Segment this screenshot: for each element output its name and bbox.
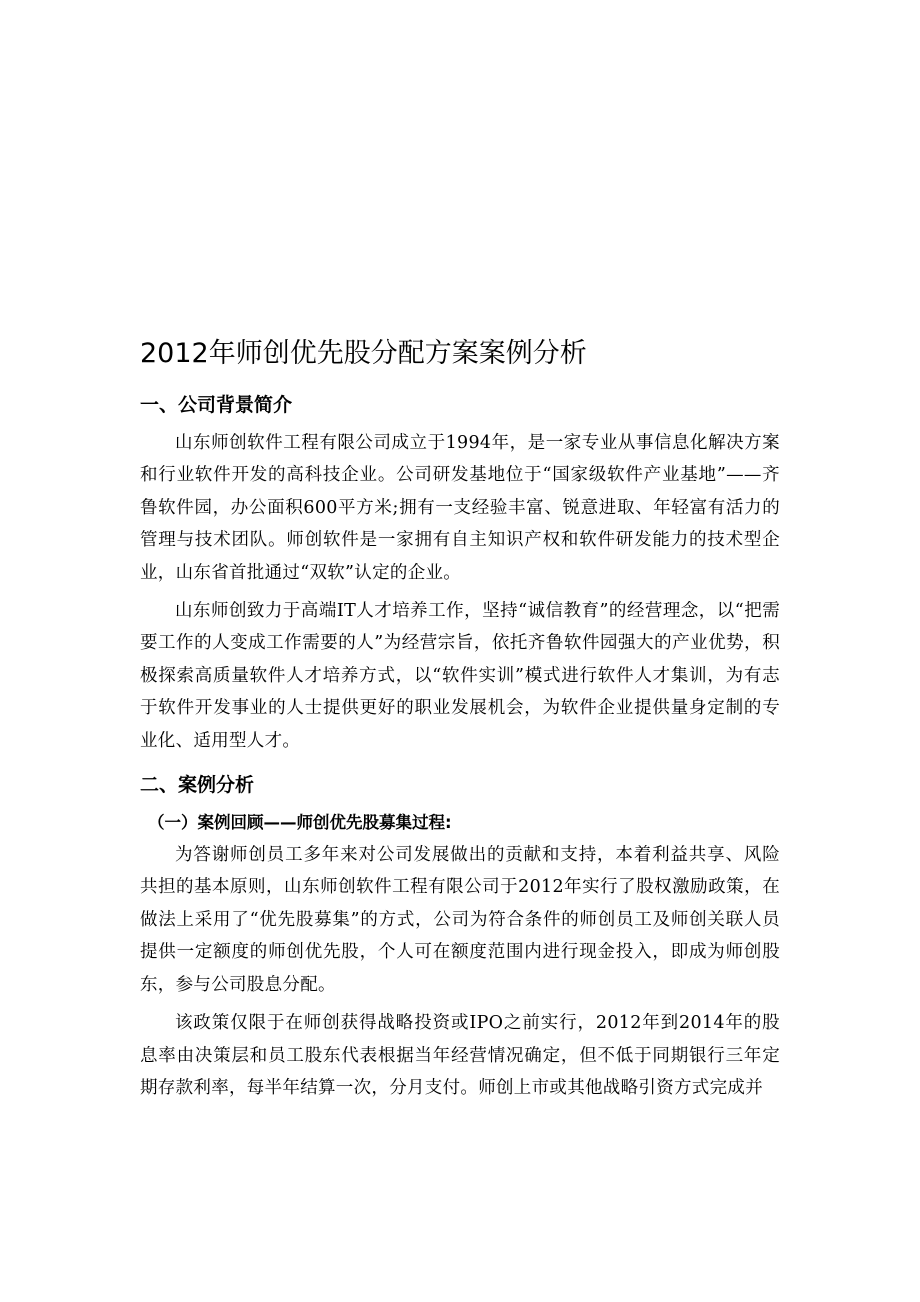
- paragraph: 山东师创软件工程有限公司成立于1994年，是一家专业从事信息化解决方案和行业软件开发的高科技企业。公司研发基地位于“国家级软件产业基地”——齐鲁软件园，办公面积600平方米;拥有一支经验丰富、锐意进取、年轻富有活力的管理与技术团队。师创软件是一家拥有自主知识产权和软件研发能力的技术型企业，山东省首批通过“双软”认定的企业。: [140, 433, 780, 583]
- paragraph: 该政策仅限于在师创获得战略投资或IPO之前实行，2012年到2014年的股息率由决策层和员工股东代表根据当年经营情况确定，但不低于同期银行三年定期存款利率，每半年结算一次，分月支付。师创上市或其他战略引资方式完成并: [140, 1013, 780, 1098]
- subsection-heading: （一）案例回顾——师创优先股募集过程:: [148, 813, 452, 833]
- document-title: 2012年师创优先股分配方案案例分析: [140, 338, 587, 369]
- section-heading-background: 一、公司背景简介: [140, 394, 293, 416]
- paragraph: 山东师创致力于高端IT人才培养工作，坚持“诚信教育”的经营理念，以“把需要工作的人变成工作需要的人”为经营宗旨，依托齐鲁软件园强大的产业优势，积极探索高质量软件人才培养方式，以“软件实训”模式进行软件人才集训，为有志于软件开发事业的人士提供更好的职业发展机会，为软件企业提供量身定制的专业化、适用型人才。: [140, 601, 780, 751]
- section-heading-case-analysis: 二、案例分析: [140, 774, 255, 797]
- document-page: [140, 333, 780, 1110]
- paragraph: 为答谢师创员工多年来对公司发展做出的贡献和支持，本着利益共享、风险共担的基本原则，山东师创软件工程有限公司于2012年实行了股权激励政策，在做法上采用了“优先股募集”的方式，公司为符合条件的师创员工及师创关联人员提供一定额度的师创优先股，个人可在额度范围内进行现金投入，即成为师创股东，参与公司股息分配。: [140, 845, 780, 995]
